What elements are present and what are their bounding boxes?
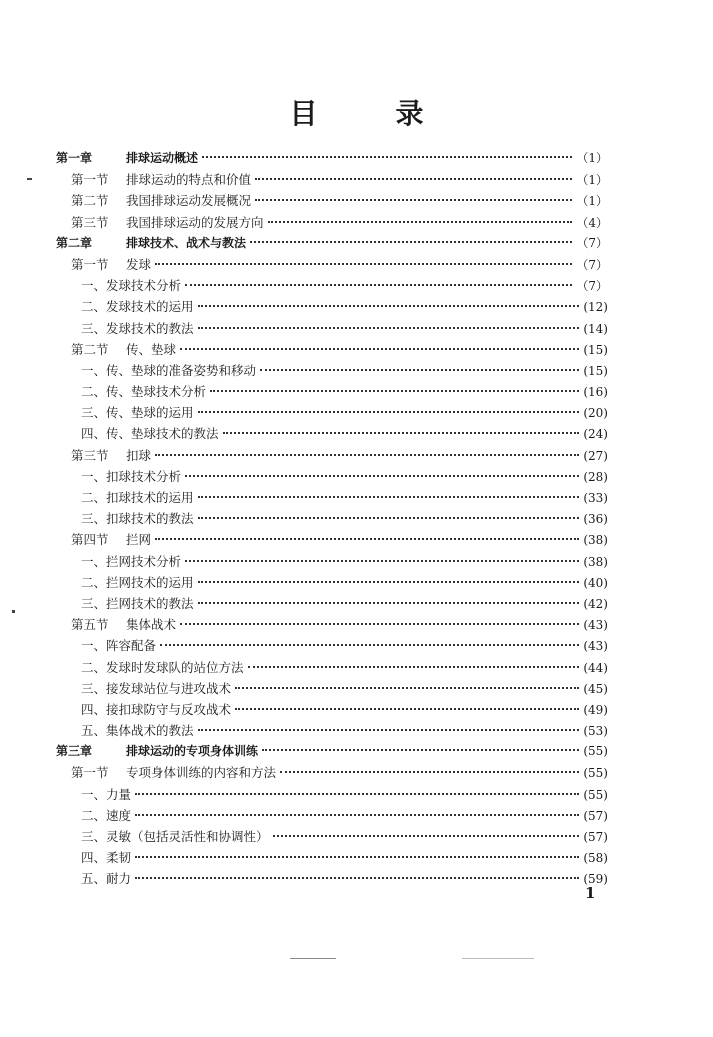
toc-page-number: (14) [583, 321, 608, 336]
toc-page-number: (55) [583, 744, 608, 759]
section-number: 第一节 [71, 172, 109, 188]
toc-entry-label [81, 318, 194, 339]
toc-page-number: （7） [576, 235, 608, 250]
toc-entry-label [81, 847, 131, 868]
toc-page-number: (28) [583, 469, 608, 484]
dot-leader [255, 199, 572, 201]
section-number: 第一节 [71, 765, 109, 781]
toc-item-row [56, 635, 608, 656]
dot-leader [223, 432, 580, 434]
toc-item-row [56, 423, 608, 444]
toc-entry-label [81, 296, 194, 317]
toc-page-number: (36) [583, 512, 608, 527]
toc-item-row [56, 805, 608, 826]
toc-page-number: (15) [583, 363, 608, 378]
toc-page-number: （7） [576, 257, 608, 272]
toc-section-row [56, 339, 608, 360]
toc-page-number: (38) [583, 554, 608, 569]
dot-leader [250, 241, 572, 243]
section-title: 发球 [126, 256, 152, 272]
toc-page-number: (38) [583, 533, 608, 548]
scan-speck [462, 958, 534, 959]
section-number: 第二节 [71, 341, 109, 357]
toc-item-row [56, 847, 608, 868]
title-char-right: 录 [395, 97, 424, 130]
toc-entry-label [81, 360, 256, 381]
toc-item-row [56, 868, 608, 889]
section-title: 我国排球运动的发展方向 [126, 214, 264, 230]
toc-entry-label [71, 212, 264, 233]
dot-leader [268, 221, 573, 223]
scan-speck [27, 178, 32, 180]
toc-entry-label [81, 508, 194, 529]
toc-section-row [56, 212, 608, 233]
toc-item-row [56, 487, 608, 508]
chapter-number: 第二章 [56, 235, 93, 250]
item-title: 三、发球技术的教法 [81, 320, 194, 336]
toc-entry-label [71, 614, 176, 635]
dot-leader [135, 793, 579, 795]
toc-item-row [56, 318, 608, 339]
toc-page-number: (57) [583, 830, 608, 844]
dot-leader [155, 538, 579, 540]
section-title: 排球运动的特点和价值 [126, 172, 252, 188]
toc-chapter-row [56, 148, 608, 169]
toc-entry-label [81, 381, 206, 402]
toc-item-row [56, 572, 608, 593]
toc-entry-label [71, 254, 151, 275]
toc-item-row [56, 720, 608, 741]
scan-speck [12, 610, 15, 613]
toc-page-number: (55) [583, 787, 608, 802]
scan-speck [290, 958, 336, 959]
toc-section-row [56, 190, 608, 211]
dot-leader [135, 814, 579, 816]
toc-page-number: （4） [576, 215, 608, 230]
dot-leader [202, 156, 572, 158]
toc-entry-label [56, 741, 258, 762]
toc-entry-label [71, 445, 151, 466]
toc-entry-label [81, 720, 194, 741]
section-number: 第四节 [71, 532, 109, 548]
item-title: 五、耐力 [81, 871, 132, 887]
toc-page-number: （1） [576, 151, 608, 165]
section-number: 第三节 [71, 447, 109, 463]
dot-leader [273, 835, 580, 837]
section-number: 第三节 [71, 214, 109, 230]
dot-leader [198, 411, 580, 413]
toc-entry-label [81, 805, 131, 826]
item-title: 一、发球技术分析 [81, 278, 182, 294]
section-title: 集体战术 [126, 617, 177, 633]
toc-entry-label [71, 190, 251, 211]
item-title: 三、扣球技术的教法 [81, 511, 194, 527]
chapter-number: 第一章 [56, 151, 93, 165]
dot-leader [235, 687, 579, 689]
toc-entry-label [81, 593, 194, 614]
item-title: 四、传、垫球技术的教法 [81, 426, 219, 442]
item-title: 二、速度 [81, 807, 132, 823]
dot-leader [180, 623, 579, 625]
dot-leader [155, 454, 579, 456]
toc-page-number: (43) [583, 639, 608, 654]
toc-section-row [56, 614, 608, 635]
toc-item-row [56, 593, 608, 614]
toc-entry-label [81, 487, 194, 508]
item-title: 二、拦网技术的运用 [81, 574, 194, 590]
toc-page-number: (57) [583, 808, 608, 823]
toc-page-number: (16) [583, 385, 608, 400]
toc-page-number: （1） [576, 173, 608, 188]
toc-entry-label [71, 529, 151, 550]
toc-chapter-row [56, 233, 608, 254]
dot-leader [155, 263, 572, 265]
toc-item-row [56, 657, 608, 678]
table-of-contents [56, 148, 608, 890]
item-title: 三、灵敏（包括灵活性和协调性） [81, 829, 269, 844]
item-title: 三、传、垫球的运用 [81, 405, 194, 421]
dot-leader [198, 581, 580, 583]
toc-page-number: (45) [583, 681, 608, 696]
section-title: 我国排球运动发展概况 [126, 193, 252, 209]
toc-chapter-row [56, 741, 608, 762]
toc-item-row [56, 699, 608, 720]
toc-entry-label [56, 148, 198, 169]
toc-page-number: (44) [583, 660, 608, 675]
dot-leader [185, 475, 579, 477]
toc-item-row [56, 381, 608, 402]
toc-page-number: (24) [583, 427, 608, 442]
toc-page-number: (42) [583, 596, 608, 611]
toc-section-row [56, 169, 608, 190]
toc-entry-label [81, 466, 181, 487]
toc-entry-label [81, 699, 231, 720]
toc-page-number: （7） [576, 279, 608, 294]
chapter-title: 排球运动的专项身体训练 [126, 744, 259, 759]
section-title: 传、垫球 [126, 341, 177, 357]
page-number: 1 [585, 884, 596, 902]
toc-entry-label [71, 169, 251, 190]
toc-item-row [56, 466, 608, 487]
toc-item-row [56, 275, 608, 296]
item-title: 一、力量 [81, 786, 132, 802]
dot-leader [210, 390, 579, 392]
toc-page-number: (59) [583, 872, 608, 887]
dot-leader [198, 517, 580, 519]
toc-page-number: (53) [583, 724, 608, 739]
dot-leader [198, 305, 580, 307]
toc-entry-label [81, 678, 231, 699]
item-title: 一、传、垫球的准备姿势和移动 [81, 362, 257, 378]
toc-item-row [56, 678, 608, 699]
toc-entry-label [81, 551, 181, 572]
toc-page-number: (27) [583, 448, 608, 463]
item-title: 一、拦网技术分析 [81, 553, 182, 569]
toc-section-row [56, 762, 608, 783]
toc-entry-label [81, 635, 156, 656]
section-number: 第一节 [71, 256, 109, 272]
item-title: 一、阵容配备 [81, 638, 157, 654]
toc-entry-label [81, 784, 131, 805]
dot-leader [248, 666, 580, 668]
toc-section-row [56, 445, 608, 466]
toc-entry-label [81, 275, 181, 296]
toc-entry-label [81, 826, 269, 847]
toc-entry-label [71, 762, 276, 783]
toc-page-number: (12) [583, 300, 608, 315]
toc-item-row [56, 296, 608, 317]
title-char-left: 目 [289, 97, 318, 130]
toc-item-row [56, 784, 608, 805]
dot-leader [198, 327, 580, 329]
toc-page-number: (33) [583, 491, 608, 505]
item-title: 四、接扣球防守与反攻战术 [81, 701, 232, 717]
dot-leader [135, 877, 579, 879]
dot-leader [185, 560, 579, 562]
item-title: 五、集体战术的教法 [81, 723, 194, 739]
toc-page-number: (20) [583, 406, 608, 421]
toc-page-number: (40) [583, 575, 608, 590]
toc-entry-label [71, 339, 176, 360]
dot-leader [198, 729, 580, 731]
dot-leader [260, 369, 579, 371]
toc-page-number: (55) [583, 766, 608, 781]
chapter-title: 排球技术、战术与教法 [126, 235, 247, 250]
dot-leader [198, 496, 580, 498]
item-title: 二、发球技术的运用 [81, 299, 194, 315]
section-title: 拦网 [126, 532, 152, 548]
toc-page-number: （1） [576, 194, 608, 209]
dot-leader [160, 644, 579, 646]
toc-item-row [56, 826, 608, 847]
item-title: 三、接发球站位与进攻战术 [81, 680, 232, 696]
item-title: 四、柔韧 [81, 850, 132, 866]
dot-leader [255, 178, 572, 180]
page-title [0, 92, 713, 132]
toc-page-number: (43) [583, 618, 608, 633]
dot-leader [280, 771, 579, 773]
toc-entry-label [81, 423, 219, 444]
item-title: 二、传、垫球技术分析 [81, 384, 207, 400]
chapter-number: 第三章 [56, 744, 93, 759]
dot-leader [262, 749, 579, 751]
toc-page-number: (15) [583, 342, 608, 357]
section-number: 第五节 [71, 617, 109, 633]
dot-leader [198, 602, 580, 604]
dot-leader [180, 348, 579, 350]
toc-item-row [56, 402, 608, 423]
toc-entry-label [56, 233, 246, 254]
item-title: 三、拦网技术的教法 [81, 595, 194, 611]
chapter-title: 排球运动概述 [126, 151, 199, 165]
dot-leader [235, 708, 579, 710]
toc-entry-label [81, 868, 131, 889]
toc-page-number: (49) [583, 702, 608, 717]
toc-entry-label [81, 572, 194, 593]
toc-entry-label [81, 402, 194, 423]
item-title: 一、扣球技术分析 [81, 468, 182, 484]
toc-item-row [56, 360, 608, 381]
dot-leader [135, 856, 579, 858]
section-number: 第二节 [71, 193, 109, 209]
toc-item-row [56, 551, 608, 572]
toc-section-row [56, 529, 608, 550]
toc-page-number: (58) [583, 851, 608, 866]
dot-leader [185, 284, 572, 286]
item-title: 二、扣球技术的运用 [81, 490, 194, 505]
toc-section-row [56, 254, 608, 275]
section-title: 扣球 [126, 447, 152, 463]
section-title: 专项身体训练的内容和方法 [126, 765, 277, 781]
item-title: 二、发球时发球队的站位方法 [81, 659, 244, 675]
toc-entry-label [81, 657, 244, 678]
toc-item-row [56, 508, 608, 529]
